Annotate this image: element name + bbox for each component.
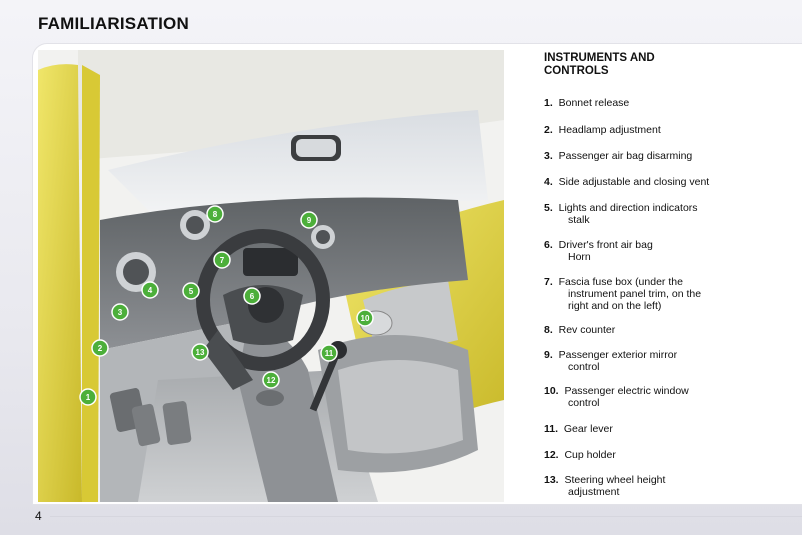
svg-text:3: 3 [117,308,123,317]
callout-11 [321,345,337,361]
list-item: 4. Side adjustable and closing vent [544,176,710,188]
section-heading-line-2: CONTROLS [544,65,609,77]
section-heading-line-1: INSTRUMENTS AND [544,52,655,64]
list-item: 2. Headlamp adjustment [544,124,661,136]
svg-text:5: 5 [188,287,194,296]
callout-1 [80,389,96,405]
door-frame-left [38,64,82,502]
callout-3 [112,304,128,320]
section-heading [544,52,774,78]
list-item: 6. Driver's front air bag Horn [544,239,653,263]
callout-6 [244,288,260,304]
list-item: 7. Fascia fuse box (under the instrument panel trim, on the right and on the left) [544,276,702,312]
svg-text:11: 11 [324,349,334,358]
svg-text:1: 1 [85,393,91,402]
callout-4 [142,282,158,298]
list-item: 11. Gear lever [544,423,613,435]
callout-8 [207,206,223,222]
callout-9 [301,212,317,228]
list-item: 8. Rev counter [544,324,616,336]
cup-holder [256,390,284,406]
list-item: 10. Passenger electric window control [544,385,689,409]
svg-text:12: 12 [266,376,276,385]
svg-text:7: 7 [219,256,225,265]
list-item: 3. Passenger air bag disarming [544,150,693,162]
callout-12 [263,372,279,388]
svg-text:4: 4 [147,286,153,295]
list-item: 5. Lights and direction indicators stalk [544,202,698,226]
footer-divider [50,516,802,517]
page-title: FAMILIARISATION [38,14,189,33]
callout-7 [214,252,230,268]
svg-text:9: 9 [306,216,312,225]
svg-text:8: 8 [212,210,218,219]
callout-10 [357,310,373,326]
list-item: 1. Bonnet release [544,97,630,109]
svg-text:6: 6 [249,292,255,301]
instrument-display [243,248,298,276]
page-number: 4 [35,509,42,523]
callout-13 [192,344,208,360]
svg-text:2: 2 [97,344,103,353]
callout-2 [92,340,108,356]
list-item: 12. Cup holder [544,449,616,461]
callout-5 [183,283,199,299]
list-item: 9. Passenger exterior mirror control [544,349,678,373]
car-interior-illustration [38,50,504,502]
svg-text:13: 13 [195,348,205,357]
svg-text:10: 10 [360,314,370,323]
list-item: 13. Steering wheel height adjustment [544,474,666,498]
air-vent-left [123,259,149,285]
